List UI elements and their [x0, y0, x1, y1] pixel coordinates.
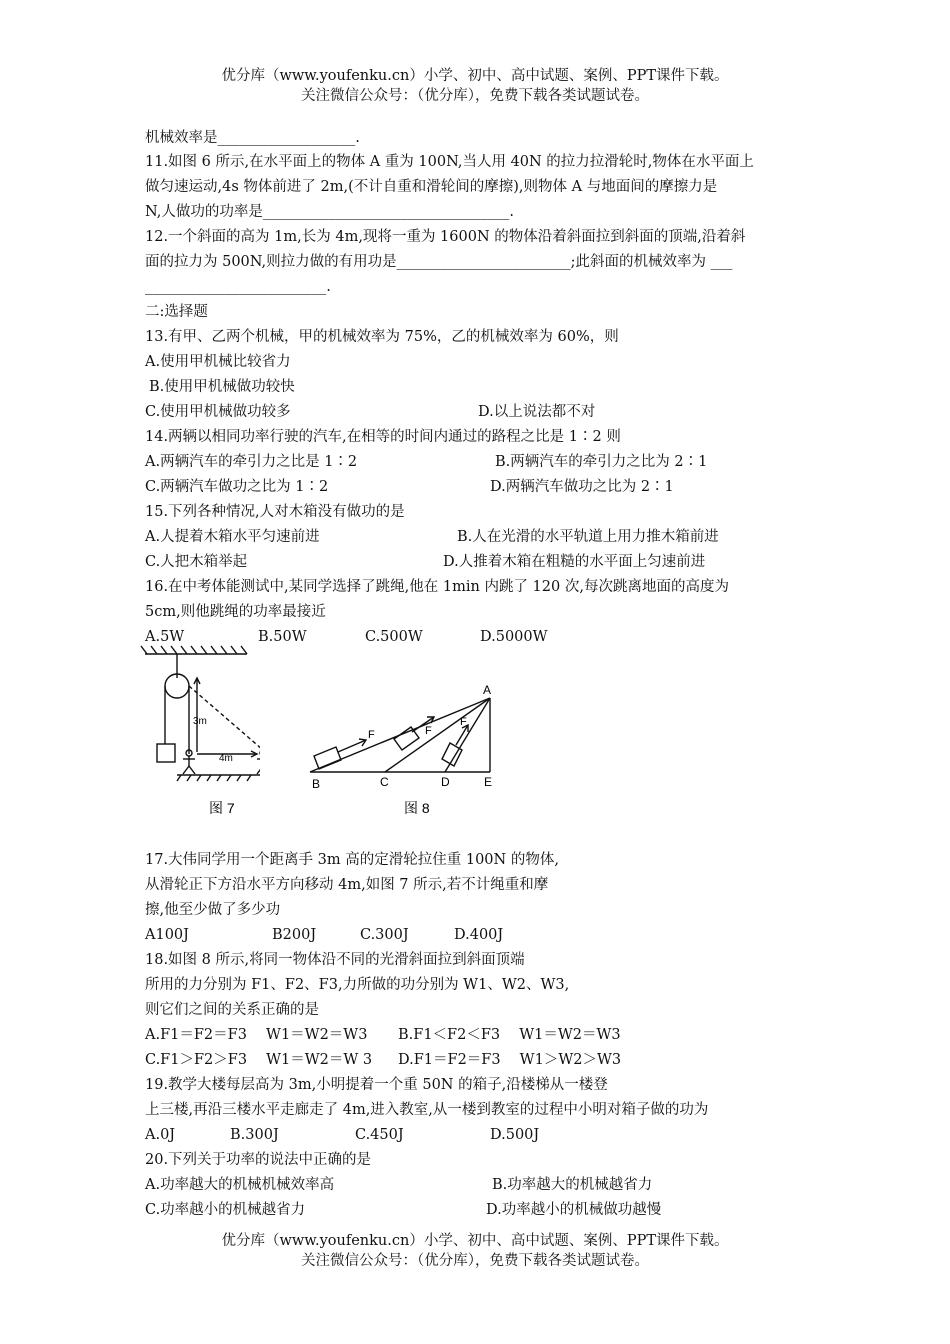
- fig8-force-1: F: [368, 729, 375, 741]
- q13-option-b: B.使用甲机械做功较快: [149, 379, 295, 395]
- q20-option-c: C.功率越小的机械越省力: [145, 1202, 306, 1218]
- figure-7: [135, 640, 260, 825]
- footer-line-1: 优分库（www.youfenku.cn）小学、初中、高中试题、案例、PPT课件下载。: [221, 1233, 729, 1249]
- q14-option-c: C.两辆汽车做功之比为 1∶2: [145, 479, 329, 495]
- q19-line-1: 19.教学大楼每层高为 3m,小明提着一个重 50N 的箱子,沿楼梯从一楼登: [145, 1077, 608, 1093]
- q19-line-2: 上三楼,再沿三楼水平走廊走了 4m,进入教室,从一楼到教室的过程中小明对箱子做的功为: [145, 1102, 709, 1118]
- q13-option-d: D.以上说法都不对: [478, 404, 596, 420]
- q20-option-d: D.功率越小的机械做功越慢: [486, 1202, 662, 1218]
- q18-line-3: 则它们之间的关系正确的是: [145, 1002, 319, 1018]
- q11-line-1: 11.如图 6 所示,在水平面上的物体 A 重为 100N,当人用 40N 的拉力拉滑轮时,物体在水平面上: [145, 154, 754, 170]
- q15-option-c: C.人把木箱举起: [145, 554, 248, 570]
- q17-option-b: B200J: [272, 927, 317, 943]
- q19-option-a: A.0J: [145, 1127, 176, 1143]
- fig7-label-4m: 4m: [219, 753, 233, 764]
- q18-line-1: 18.如图 8 所示,将同一物体沿不同的光滑斜面拉到斜面顶端: [145, 952, 525, 968]
- header-line-1: 优分库（www.youfenku.cn）小学、初中、高中试题、案例、PPT课件下载。: [221, 68, 729, 84]
- q14-option-b: B.两辆汽车的牵引力之比为 2∶1: [495, 454, 708, 470]
- q15-option-b: B.人在光滑的水平轨道上用力推木箱前进: [457, 529, 719, 545]
- fig8-force-2: F: [425, 725, 432, 737]
- q15-option-a: A.人提着木箱水平匀速前进: [145, 529, 320, 545]
- q14-option-d: D.两辆汽车做功之比为 2∶1: [490, 479, 674, 495]
- q13-stem: 13.有甲、乙两个机械，甲的机械效率为 75%，乙的机械效率为 60%，则: [145, 329, 619, 345]
- q18-line-2: 所用的力分别为 F1、F2、F3,力所做的功分别为 W1、W2、W3,: [145, 977, 570, 993]
- fig8-point-c: C: [380, 775, 389, 789]
- footer-line-2: 关注微信公众号：（优分库），免费下载各类试题试卷。: [301, 1253, 649, 1269]
- q20-option-b: B.功率越大的机械越省力: [492, 1177, 653, 1193]
- fig7-caption: 图 7: [209, 800, 235, 816]
- q16-option-c: C.500W: [365, 629, 423, 645]
- q11-line-3: N,人做功的功率是__________________________________.: [145, 204, 514, 220]
- header-line-2: 关注微信公众号：（优分库），免费下载各类试题试卷。: [301, 88, 649, 104]
- figure-8: [300, 680, 510, 825]
- fig8-caption: 图 8: [404, 800, 430, 816]
- q17-line-2: 从滑轮正下方沿水平方向移动 4m,如图 7 所示,若不计绳重和摩: [145, 877, 549, 893]
- q16-option-d: D.5000W: [480, 629, 548, 645]
- q17-option-c: C.300J: [360, 927, 409, 943]
- q15-option-d: D.人推着木箱在粗糙的水平面上匀速前进: [443, 554, 706, 570]
- fig8-point-a: A: [483, 683, 492, 697]
- q19-option-d: D.500J: [490, 1127, 540, 1143]
- q19-option-c: C.450J: [355, 1127, 404, 1143]
- q18-option-b: B.F1＜F2＜F3 W1＝W2＝W3: [398, 1027, 621, 1043]
- q14-stem: 14.两辆以相同功率行驶的汽车,在相等的时间内通过的路程之比是 1∶2 则: [145, 429, 621, 445]
- q18-option-d: D.F1＝F2＝F3 W1＞W2＞W3: [398, 1052, 622, 1068]
- q16-line-2: 5cm,则他跳绳的功率最接近: [145, 604, 326, 620]
- q15-stem: 15.下列各种情况,人对木箱没有做功的是: [145, 504, 405, 520]
- q17-option-d: D.400J: [454, 927, 504, 943]
- q14-option-a: A.两辆汽车的牵引力之比是 1∶2: [145, 454, 358, 470]
- q13-option-a: A.使用甲机械比较省力: [145, 354, 291, 370]
- q20-option-a: A.功率越大的机械机械效率高: [145, 1177, 335, 1193]
- q11-line-2: 做匀速运动,4s 物体前进了 2m,(不计自重和滑轮间的摩擦),则物体 A 与地面间的摩擦力是: [145, 179, 718, 195]
- q12-line-1: 12.一个斜面的高为 1m,长为 4m,现将一重为 1600N 的物体沿着斜面拉到斜面的顶端,沿着斜: [145, 229, 746, 245]
- q17-option-a: A100J: [145, 927, 189, 943]
- q16-line-1: 16.在中考体能测试中,某同学选择了跳绳,他在 1min 内跳了 120 次,每次跳离地面的高度为: [145, 579, 729, 595]
- q12-line-2: 面的拉力为 500N,则拉力做的有用功是________________________;此斜面的机械效率为 ___: [145, 254, 733, 270]
- q16-option-b: B.50W: [258, 629, 307, 645]
- q13-option-c: C.使用甲机械做功较多: [145, 404, 291, 420]
- q17-line-3: 擦,他至少做了多少功: [145, 902, 281, 918]
- q18-option-a: A.F1＝F2＝F3 W1＝W2＝W3: [145, 1027, 368, 1043]
- fig8-point-b: B: [312, 777, 321, 791]
- q16-option-a: A.5W: [145, 629, 185, 645]
- fig8-point-d: D: [441, 775, 450, 789]
- fig8-point-e: E: [484, 775, 493, 789]
- q10-tail: 机械效率是___________________.: [145, 130, 360, 146]
- q18-option-c: C.F1＞F2＞F3 W1＝W2＝W 3: [145, 1052, 373, 1068]
- fig7-label-3m: 3m: [193, 716, 207, 727]
- q17-line-1: 17.大伟同学用一个距离手 3m 高的定滑轮拉住重 100N 的物体,: [145, 852, 559, 868]
- fig8-force-3: F: [460, 716, 467, 728]
- section-title: 二:选择题: [145, 304, 208, 320]
- q19-option-b: B.300J: [230, 1127, 279, 1143]
- q20-stem: 20.下列关于功率的说法中正确的是: [145, 1152, 372, 1168]
- q12-line-3: _________________________.: [145, 279, 331, 295]
